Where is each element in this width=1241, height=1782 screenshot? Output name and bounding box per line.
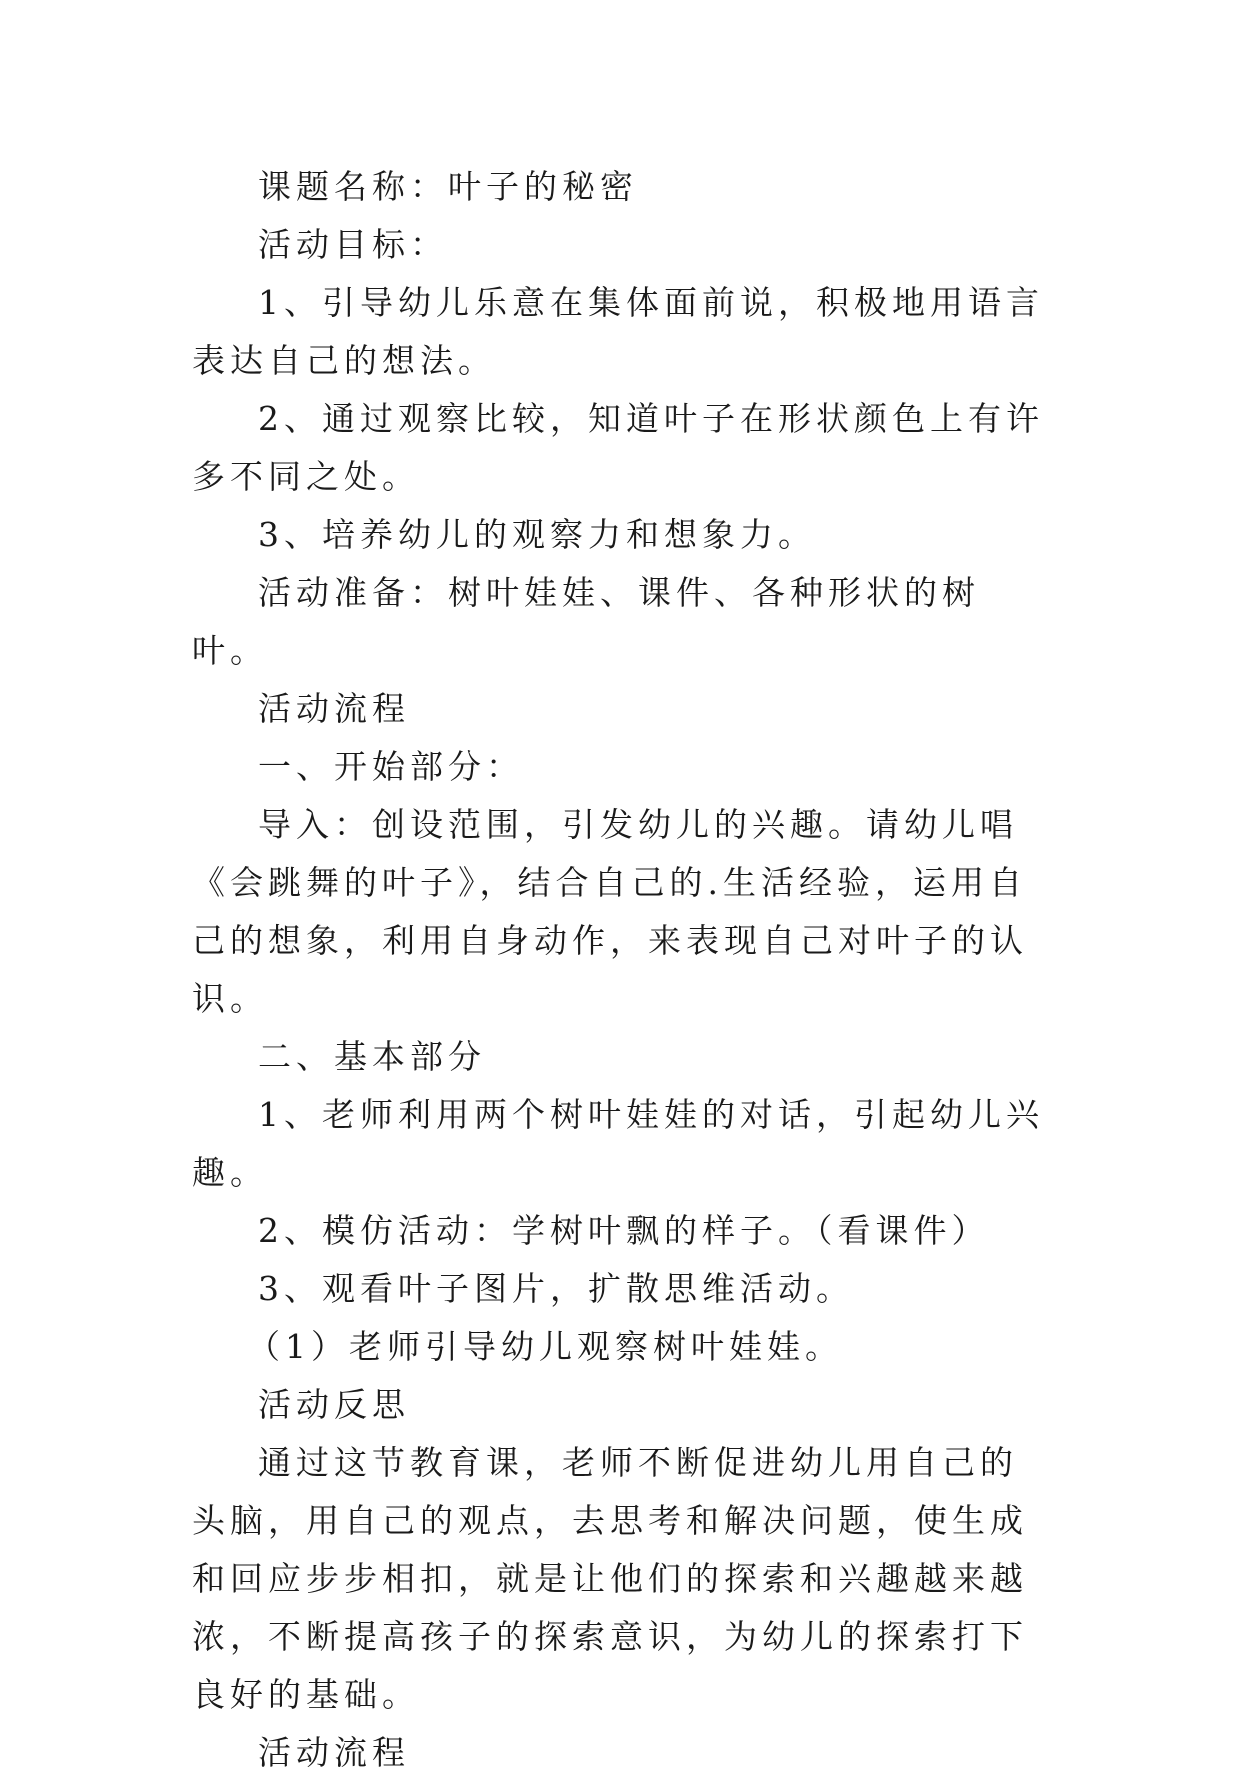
reflection-paragraph: 通过这节教育课，老师不断促进幼儿用自己的头脑，用自己的观点，去思考和解决问题，使生成和回应步步相扣，就是让他们的探索和兴趣越来越浓，不断提高孩子的探索意识，为幼儿的探索打下良好的基础。 [192, 1443, 1028, 1714]
goal-item-3: 3、培养幼儿的观察力和想象力。 [258, 515, 816, 554]
lesson-title: 课题名称：叶子的秘密 [258, 167, 638, 206]
preparation-paragraph: 活动准备：树叶娃娃、课件、各种形状的树叶。 [192, 573, 980, 670]
subheading-opening: 一、开始部分： [258, 747, 524, 786]
goal-item-2: 2、通过观察比较，知道叶子在形状颜色上有许多不同之处。 [192, 399, 1044, 496]
section-heading-process-repeat: 活动流程 [258, 1733, 410, 1772]
section-heading-goals: 活动目标： [258, 225, 448, 264]
intro-paragraph: 导入：创设范围，引发幼儿的兴趣。请幼儿唱《会跳舞的叶子》，结合自己的.生活经验，运用自己的想象，利用自身动作，来表现自己对叶子的认识。 [192, 805, 1028, 1018]
goal-item-1: 1、引导幼儿乐意在集体面前说，积极地用语言表达自己的想法。 [192, 283, 1044, 380]
basic-subitem-1: （1）老师引导幼儿观察树叶娃娃。 [247, 1327, 843, 1366]
basic-item-3: 3、观看叶子图片，扩散思维活动。 [258, 1269, 854, 1308]
document-body [192, 158, 1052, 1782]
section-heading-process: 活动流程 [258, 689, 410, 728]
section-heading-reflection: 活动反思 [258, 1385, 410, 1424]
basic-item-2: 2、模仿活动：学树叶飘的样子。（看课件） [258, 1211, 990, 1250]
subheading-basic: 二、基本部分 [258, 1037, 486, 1076]
basic-item-1: 1、老师利用两个树叶娃娃的对话，引起幼儿兴趣。 [192, 1095, 1044, 1192]
